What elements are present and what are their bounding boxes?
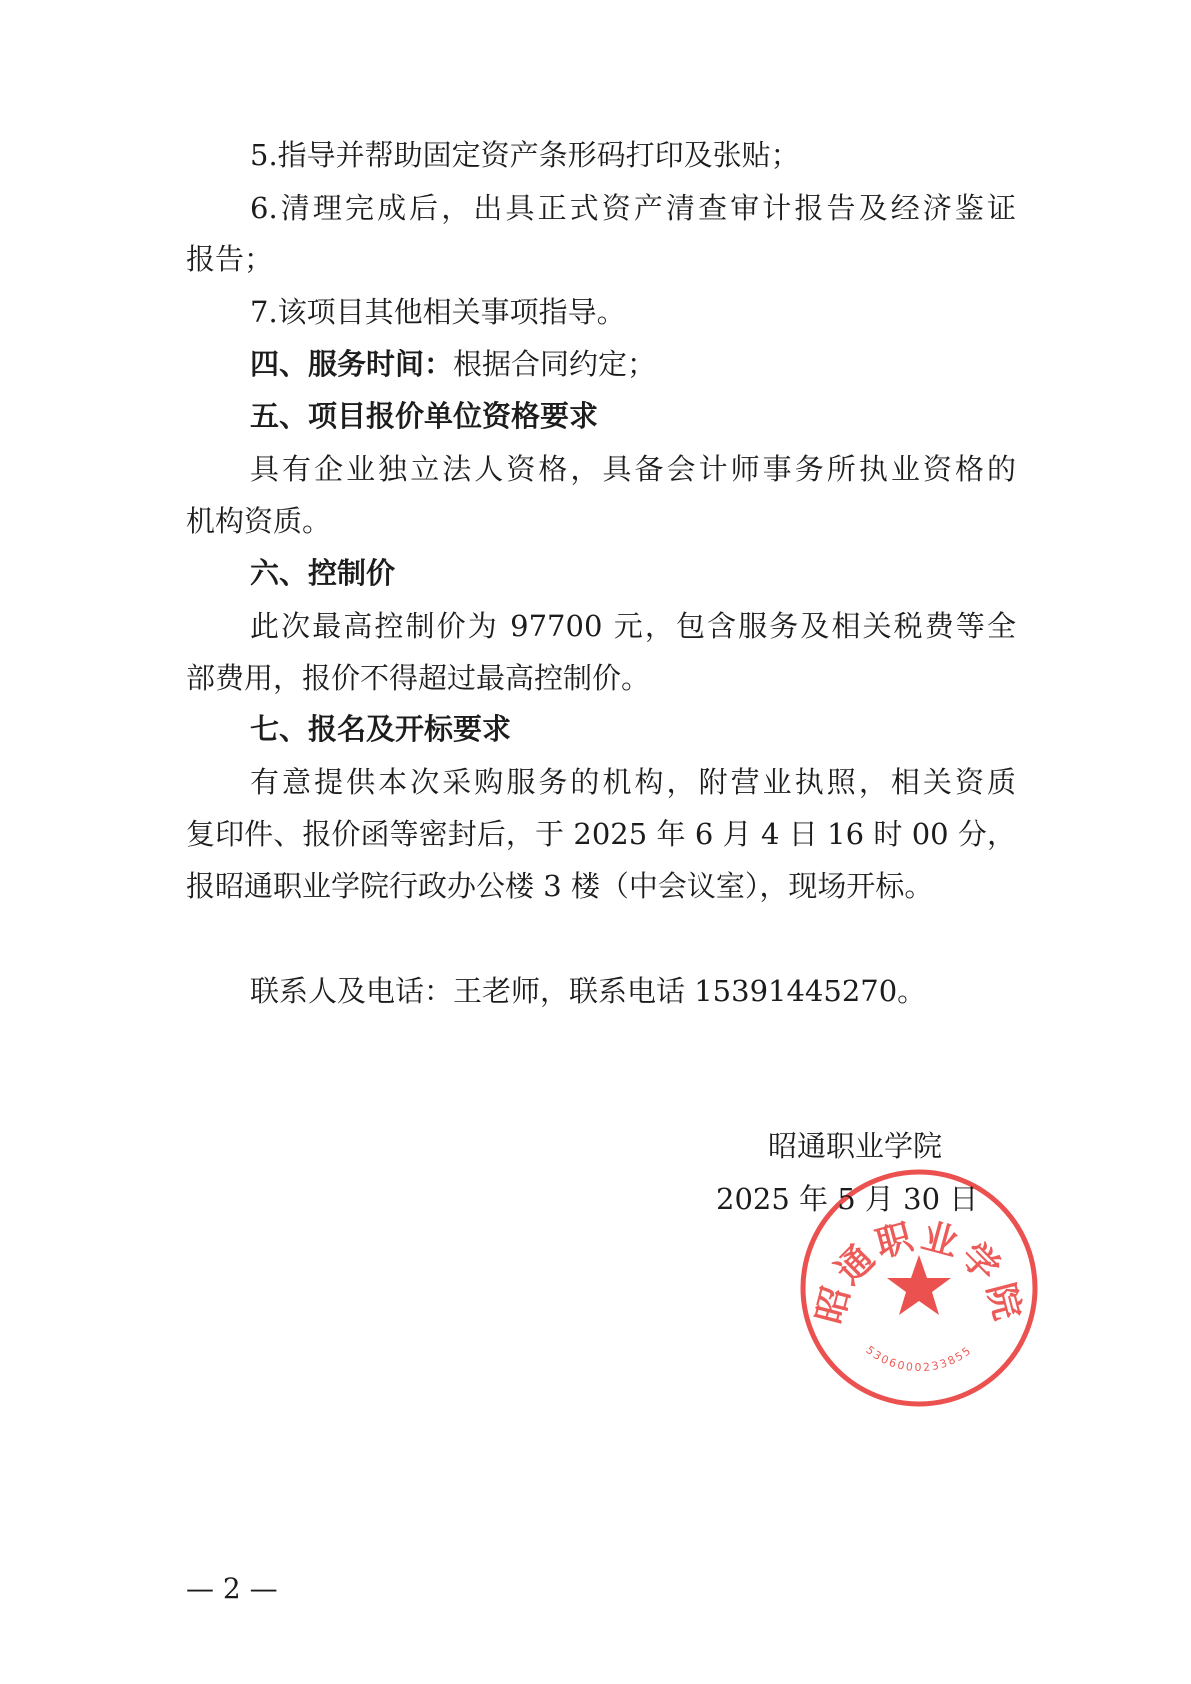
signature-org: 昭通职业学院	[768, 1129, 943, 1163]
control-price-text-cont: 部费用，报价不得超过最高控制价。	[186, 661, 651, 695]
contact-line: 联系人及电话：王老师，联系电话 15391445270。	[250, 974, 927, 1008]
service-time-text: 根据合同约定；	[453, 347, 657, 381]
body-line-item-5: 5.指导并帮助固定资产条形码打印及张贴；	[250, 138, 800, 172]
seal-code: 5306000233855	[863, 1343, 975, 1375]
seal-star-icon	[887, 1255, 951, 1315]
page-number: — 2 —	[186, 1572, 278, 1605]
qualification-text-cont: 机构资质。	[186, 504, 332, 538]
registration-text: 有意提供本次采购服务的机构，附营业执照，相关资质	[250, 765, 1016, 799]
section-heading-7: 七、报名及开标要求	[250, 712, 512, 746]
registration-text-cont-2: 报昭通职业学院行政办公楼 3 楼（中会议室），现场开标。	[186, 869, 934, 903]
section-heading-5: 五、项目报价单位资格要求	[250, 399, 599, 433]
body-line-item-6: 6.清理完成后，出具正式资产清查审计报告及经济鉴证	[250, 191, 1016, 225]
seal-text: 昭通职业学院	[809, 1215, 1029, 1328]
qualification-text: 具有企业独立法人资格，具备会计师事务所执业资格的	[250, 452, 1016, 486]
registration-text-cont-1: 复印件、报价函等密封后，于 2025 年 6 月 4 日 16 时 00 分，	[186, 817, 1016, 851]
section-heading-6: 六、控制价	[250, 556, 396, 590]
signature-date: 2025 年 5 月 30 日	[716, 1182, 979, 1216]
body-line-item-6-cont: 报告；	[186, 242, 274, 276]
body-line-item-7: 7.该项目其他相关事项指导。	[250, 295, 626, 329]
control-price-text: 此次最高控制价为 97700 元，包含服务及相关税费等全	[250, 609, 1016, 643]
section-heading-4: 四、服务时间：	[250, 347, 454, 381]
section-service-time	[250, 344, 656, 384]
